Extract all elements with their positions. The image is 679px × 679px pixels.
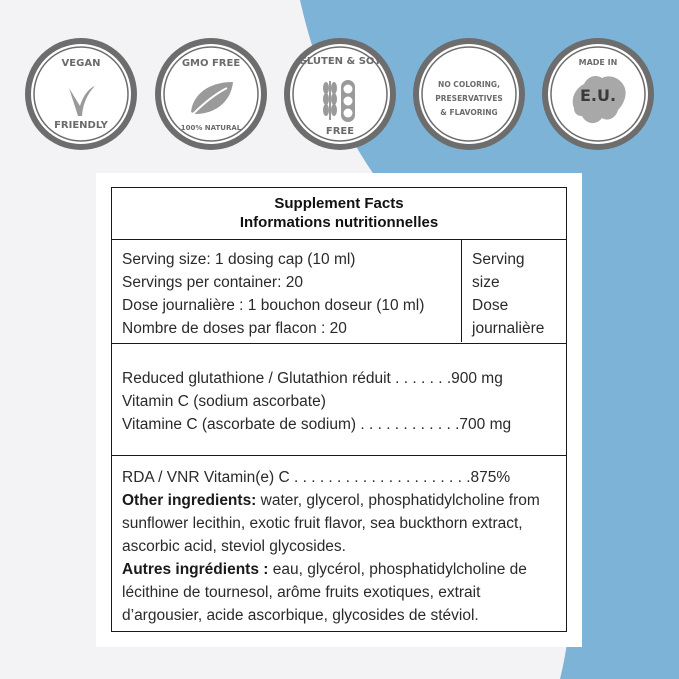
no-coloring-badge: [411, 36, 527, 152]
other-ingredients-label: Other ingredients:: [122, 492, 257, 509]
facts-title-fr: Informations nutritionnelles: [239, 214, 439, 231]
leaf-check-icon: [23, 36, 139, 152]
gmo-free-badge: [153, 36, 269, 152]
other-ingredients: [122, 489, 562, 558]
serving-line-3: Dose journalière : 1 bouchon doseur (10 ml): [122, 297, 425, 314]
facts-title-block: [112, 188, 566, 240]
made-in-text: MADE IN: [578, 58, 618, 67]
gluten-soy-top-text: GLUTEN & SOY: [298, 56, 382, 67]
vegan-badge: [23, 36, 139, 152]
vegan-bottom-text: FRIENDLY: [54, 120, 108, 131]
vitamin-c-row-fr: Vitamine C (ascorbate de sodium) . . . . . . . . . . . .700 mg: [122, 416, 512, 433]
no-coloring-line-2: PRESERVATIVES: [435, 94, 503, 103]
made-in-eu-badge: [540, 36, 656, 152]
vitamin-c-row-en: Vitamin C (sodium ascorbate): [122, 393, 326, 410]
autres-ingredients: [122, 558, 562, 627]
other-ingredients-text: water, glycerol, phosphatidylcholine from sunflower lecithin, exotic fruit flavor, sea buckthorn extract, ascorbic acid, steviol glycosides.: [122, 492, 540, 555]
serving-size-column: [461, 240, 565, 342]
amounts-section: [112, 344, 566, 456]
no-coloring-line-3: & FLAVORING: [440, 108, 498, 117]
gluten-soy-bottom-text: FREE: [325, 126, 355, 137]
gmo-free-top-text: GMO FREE: [181, 58, 241, 69]
serving-size-header-1: Serving: [472, 251, 525, 268]
serving-size-header-3: Dose: [472, 297, 509, 314]
serving-section: [112, 240, 566, 344]
eu-text: E.U.: [579, 86, 617, 105]
autres-ingredients-label: Autres ingrédients :: [122, 561, 269, 578]
facts-title-en: Supplement Facts: [274, 195, 404, 212]
serving-line-2: Servings per container: 20: [122, 274, 303, 291]
serving-line-4: Nombre de doses par flacon : 20: [122, 320, 347, 337]
glutathione-row: Reduced glutathione / Glutathion réduit . . . . . . .900 mg: [122, 370, 503, 387]
serving-size-header-2: size: [472, 274, 500, 291]
serving-size-header-4: journalière: [472, 320, 545, 337]
vegan-top-text: VEGAN: [61, 58, 101, 69]
gluten-soy-badge: [282, 36, 398, 152]
rda-row: RDA / VNR Vitamin(e) C . . . . . . . . . . . . . . . . . . . . .875%: [122, 469, 511, 486]
badge-row: [0, 0, 679, 170]
no-coloring-line-1: NO COLORING,: [438, 80, 500, 89]
serving-line-1: Serving size: 1 dosing cap (10 ml): [122, 251, 356, 268]
gmo-free-bottom-text: 100% NATURAL: [180, 124, 242, 132]
autres-ingredients-text: eau, glycérol, phosphatidylcholine de lécithine de tournesol, arôme fruits exotiques, extrait d’argousier, acide ascorbique, glycosides de stéviol.: [122, 561, 527, 624]
leaf-icon: [153, 36, 269, 152]
no-coloring-text: [411, 78, 527, 120]
supplement-facts-table: [111, 187, 567, 632]
serving-info: [122, 248, 460, 340]
